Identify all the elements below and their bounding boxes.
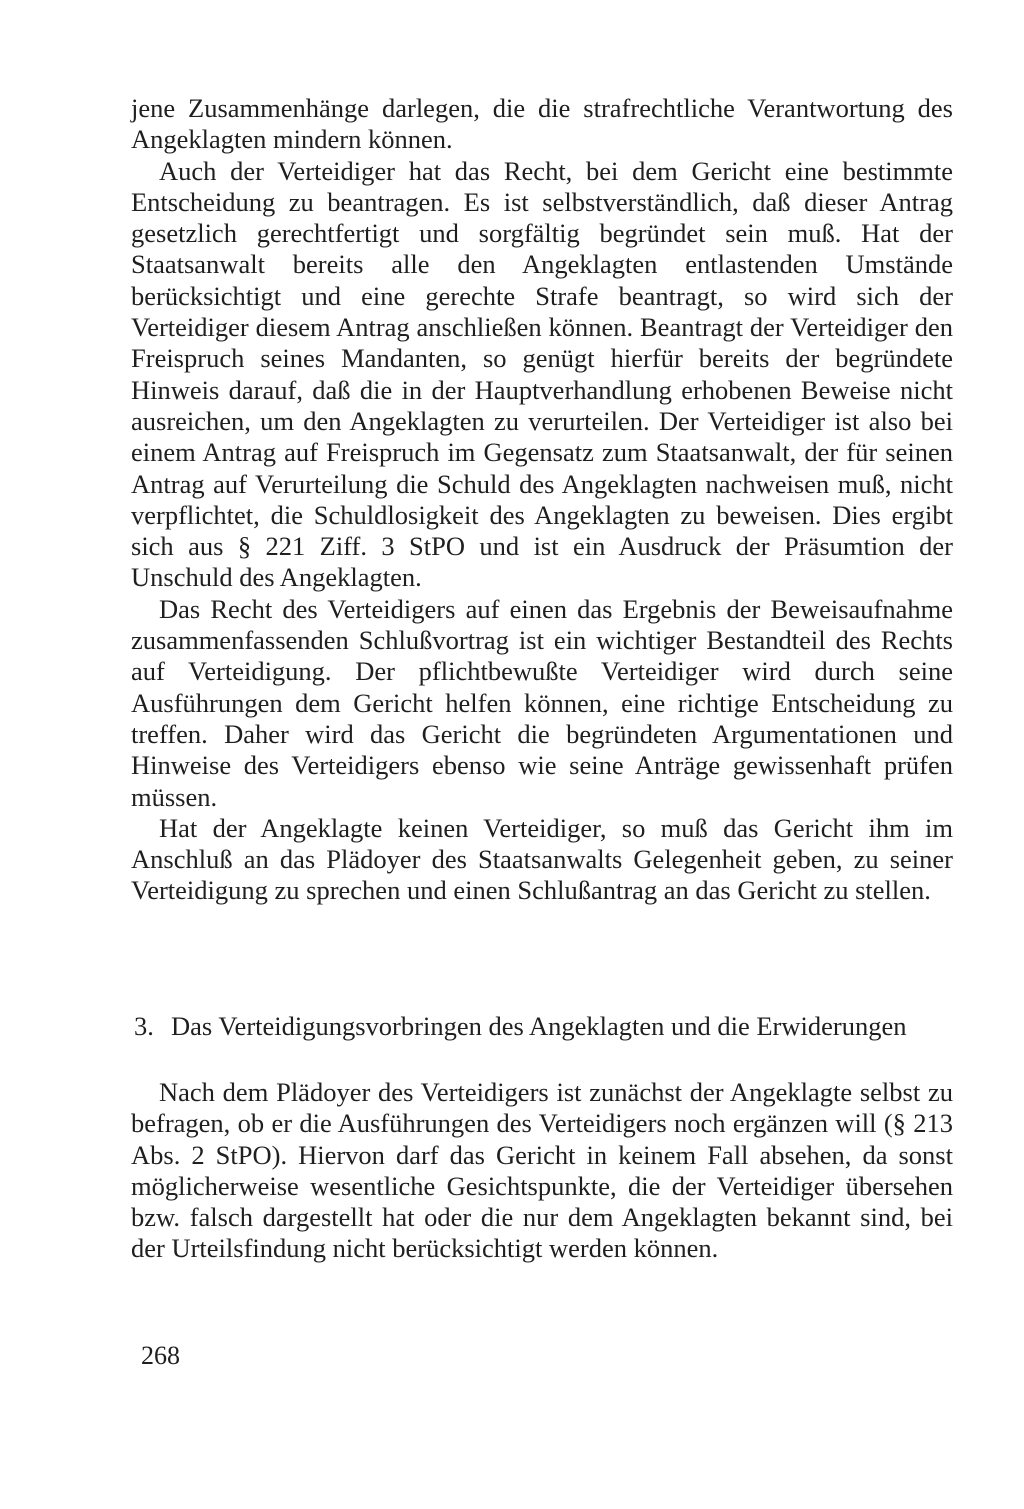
- paragraph-no-defender: Hat der Angeklagte keinen Verteidiger, so muß das Gericht ihm im Anschluß an das Plädoyer des Staatsanwalts Gelegenheit geben, zu seiner Verteidigung zu sprechen und einen Schlußantrag an das Gericht zu stellen.: [131, 812, 953, 906]
- page-number: 268: [141, 1341, 180, 1370]
- paragraph-closing-argument: Das Recht des Verteidigers auf einen das Ergebnis der Beweisaufnahme zusammenfassenden Schlußvortrag ist ein wichtiger Bestandteil des Rechts auf Verteidigung. Der pflichtbewußte Verteidiger wird durch seine Ausführungen dem Gericht helfen können, eine richtige Entscheidung zu treffen. Daher wird das Gericht die begründeten Argumentationen und Hinweise des Verteidigers ebenso wie seine Anträge gewissenhaft prüfen müssen.: [131, 593, 953, 812]
- paragraph-defense-motion: Auch der Verteidiger hat das Recht, bei dem Gericht eine bestimmte Entscheidung zu beantragen. Es ist selbstverständlich, daß dieser Antrag gesetzlich gerechtfertigt und sorgfältig begründet sein muß. Hat der Staatsanwalt bereits alle den Angeklagten entlastenden Umstände berücksichtigt und eine gerechte Strafe beantragt, so wird sich der Verteidiger diesem Antrag anschließen können. Beantragt der Verteidiger den Freispruch seines Mandanten, so genügt hierfür bereits der begründete Hinweis darauf, daß die in der Hauptverhandlung erhobenen Beweise nicht ausreichen, um den Angeklagten zu verurteilen. Der Verteidiger ist also bei einem Antrag auf Freispruch im Gegensatz zum Staatsanwalt, der für seinen Antrag auf Verurteilung die Schuld des Angeklagten nachweisen muß, nicht verpflichtet, die Schuldlosigkeit des Angeklagten zu beweisen. Dies ergibt sich aus § 221 Ziff. 3 StPO und ist ein Ausdruck der Präsumtion der Unschuld des Angeklagten.: [131, 155, 953, 593]
- text-block-upper: [131, 93, 953, 907]
- text-block-lower: [131, 1077, 953, 1265]
- paragraph-defendant-questioning: Nach dem Plädoyer des Verteidigers ist zunächst der Angeklagte selbst zu befragen, ob er die Ausführungen des Verteidigers noch ergänzen will (§ 213 Abs. 2 StPO). Hiervon darf das Gericht in keinem Fall absehen, da sonst möglicherweise wesentliche Gesichtspunkte, die der Verteidiger übersehen bzw. falsch dargestellt hat oder die nur dem Angeklagten bekannt sind, bei der Urteilsfindung nicht berücksichtigt werden können.: [131, 1077, 953, 1264]
- continuation-paragraph: jene Zusammenhänge darlegen, die die strafrechtliche Verantwortung des Angeklagten mindern können.: [131, 93, 953, 155]
- section-number: 3.: [134, 1011, 154, 1041]
- section-heading: [131, 1011, 953, 1042]
- section-title: Das Verteidigungsvorbringen des Angeklagten und die Erwiderungen: [171, 1011, 907, 1041]
